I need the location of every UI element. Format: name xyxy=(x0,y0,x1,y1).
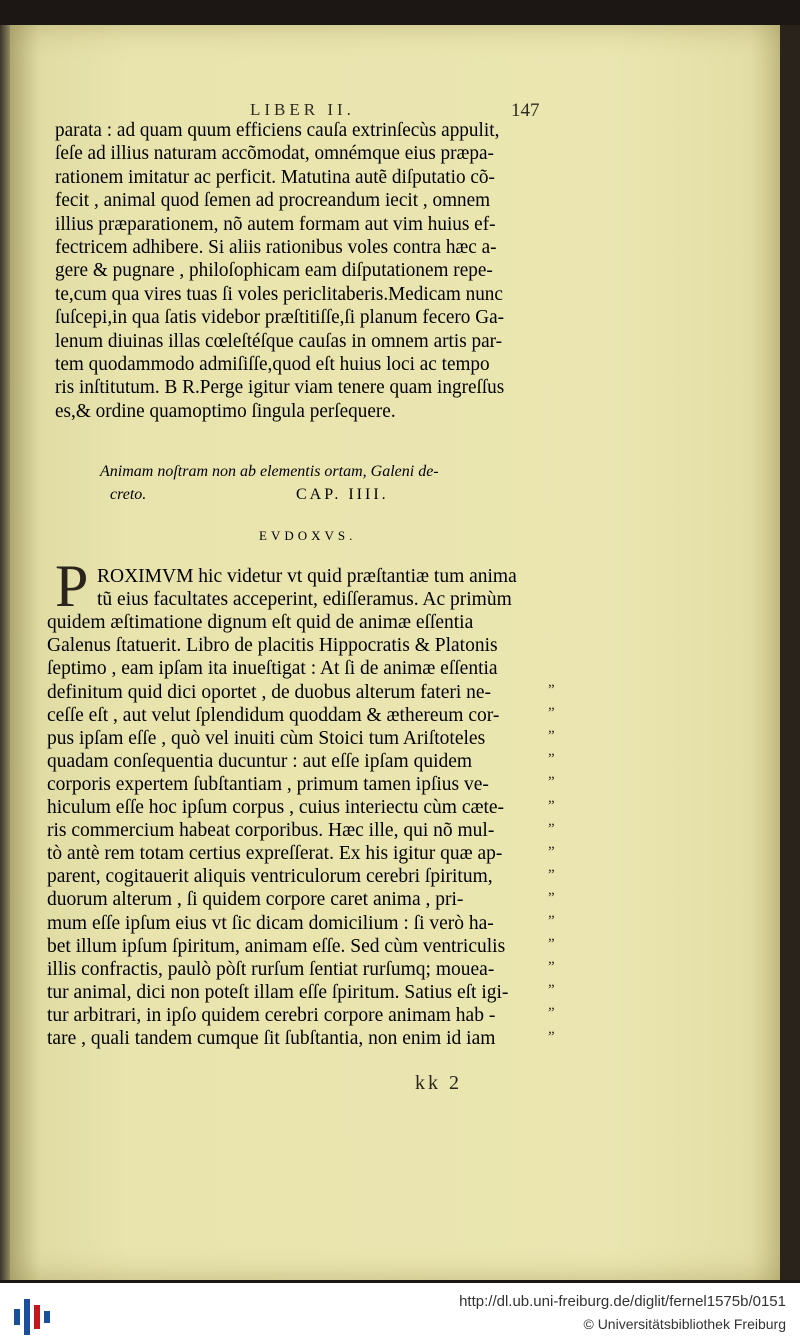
quote-mark: ” xyxy=(548,728,555,745)
page-number: 147 xyxy=(511,100,540,121)
text-line: hiculum eſſe hoc ipſum corpus , cuius interiectu cùm cæte- xyxy=(47,797,505,818)
text-line: definitum quid dici oportet , de duobus alterum fateri ne- xyxy=(47,681,492,703)
text-line: tò antè rem totam certius expreſſerat. Ex his igitur quæ ap- xyxy=(47,843,503,865)
text-line: tare , quali tandem cumque ſit ſubſtantia, non enim id iam xyxy=(47,1028,496,1049)
text-line: quidem æſtimatione dignum eſt quid de animæ eſſentia xyxy=(47,612,474,634)
text-line: fecit , animal quod ſemen ad procreandum iecit , omnem xyxy=(55,190,491,212)
copyright-notice: © Universitätsbibliothek Freiburg xyxy=(583,1316,786,1332)
university-library-logo-icon xyxy=(12,1295,52,1335)
text-line: illius præparationem, nõ autem formam aut vim huius ef- xyxy=(55,213,496,235)
text-line: ris inſtitutum. B R.Perge igitur viam tenere quam ingreſſus xyxy=(55,377,505,399)
text-line: illis confractis, paulò pòſt rurſum ſentiat rurſumq; mouea- xyxy=(47,958,495,980)
text-line: te,cum qua vires tuas ſi voles periclitaberis.Medicam nunc xyxy=(55,283,503,305)
viewer-footer xyxy=(0,1283,800,1339)
text-line: duorum alterum , ſi quidem corpore caret anima , pri- xyxy=(47,889,464,911)
text-line: pus ipſam eſſe , quò vel inuiti cùm Stoici tum Ariſtoteles xyxy=(47,727,486,749)
quote-mark: ” xyxy=(548,982,555,999)
signature-mark: kk 2 xyxy=(415,1072,462,1094)
quote-mark: ” xyxy=(548,913,555,929)
text-line: tur animal, dici non poteſt illam eſſe ſpiritum. Satius eſt igi- xyxy=(47,981,509,1003)
chapter-heading-line1: Animam noſtram non ab elementis ortam, Galeni de- xyxy=(100,463,439,480)
text-line: mum eſſe ipſum eius vt ſic dicam domicilium : ſi verò ha- xyxy=(47,912,494,934)
text-line: corporis expertem ſubſtantiam , primum tamen ipſius ve- xyxy=(47,773,489,795)
book-fore-edge xyxy=(780,25,800,1280)
text-line: bet illum ipſum ſpiritum, animam eſſe. Sed cùm ventriculis xyxy=(47,935,506,957)
quote-mark: ” xyxy=(548,866,555,883)
quote-mark: ” xyxy=(548,959,555,976)
text-line: parata : ad quam quum efficiens cauſa extrinſecùs appulit, xyxy=(55,120,500,141)
text-line: ſuſcepi,in qua ſatis videbor præſtitiſſe,ſi planum fecero Ga- xyxy=(55,307,505,329)
quote-mark: ” xyxy=(548,889,555,906)
text-line: parent, cogitauerit aliquis ventriculorum cerebri ſpiritum, xyxy=(47,866,493,888)
quote-mark: ” xyxy=(548,843,555,860)
text-line: rationem imitatur ac perficit. Matutina autẽ diſputatio cõ- xyxy=(55,166,495,188)
text-line: es,& ordine quamoptimo ſingula perſequere. xyxy=(55,400,396,422)
text-line: tem quodammodo admiſiſſe,quod eſt huius loci ac tempo xyxy=(55,354,490,375)
quote-mark: ” xyxy=(548,682,555,698)
chapter-number: CAP. IIII. xyxy=(296,486,389,503)
running-head: LIBER II. xyxy=(250,100,355,119)
quote-mark: ” xyxy=(548,1028,555,1045)
quote-mark: ” xyxy=(548,751,555,768)
text-line: ſeſe ad illius naturam accõmodat, omnémque eius præpa- xyxy=(55,143,494,165)
chapter-heading-line2: creto. xyxy=(110,486,147,503)
text-line: Galenus ſtatuerit. Libro de placitis Hippocratis & Platonis xyxy=(47,635,498,657)
quote-mark: ” xyxy=(548,1005,555,1022)
text-line: ſeptimo , eam ipſam ita inueſtigat : At ſi de animæ eſſentia xyxy=(47,658,498,680)
text-line: quadam conſequentia ducuntur : aut eſſe ipſam quidem xyxy=(47,750,473,772)
text-line: tũ eius facultates acceperint, ediſſeramus. Ac primùm xyxy=(97,589,512,611)
text-line: lenum diuinas illas cœleſtéſque cauſas in omnem artis par- xyxy=(55,330,503,352)
quote-mark: ” xyxy=(548,774,555,791)
text-line: ris commercium habeat corporibus. Hæc ille, qui nõ mul- xyxy=(47,820,495,842)
drop-cap: P xyxy=(55,553,89,619)
text-line: gere & pugnare , philoſophicam eam diſputationem repe- xyxy=(55,260,493,282)
text-line: fectricem adhibere. Si aliis rationibus voles contra hæc a- xyxy=(55,237,497,258)
text-line: tur arbitrari, in ipſo quidem cerebri corpore animam hab - xyxy=(47,1004,496,1026)
text-line: ROXIMVM hic videtur vt quid præſtantiæ tum anima xyxy=(97,566,517,587)
quote-mark: ” xyxy=(548,820,555,837)
speaker-label: EVDOXVS. xyxy=(259,528,357,543)
quote-mark: ” xyxy=(548,936,555,953)
quote-mark: ” xyxy=(548,797,555,814)
permalink-url[interactable]: http://dl.ub.uni-freiburg.de/diglit/fernel1575b/0151 xyxy=(459,1293,786,1310)
text-line: ceſſe eſt , aut velut ſplendidum quoddam & æthereum cor- xyxy=(47,704,500,726)
quote-mark: ” xyxy=(548,705,555,722)
